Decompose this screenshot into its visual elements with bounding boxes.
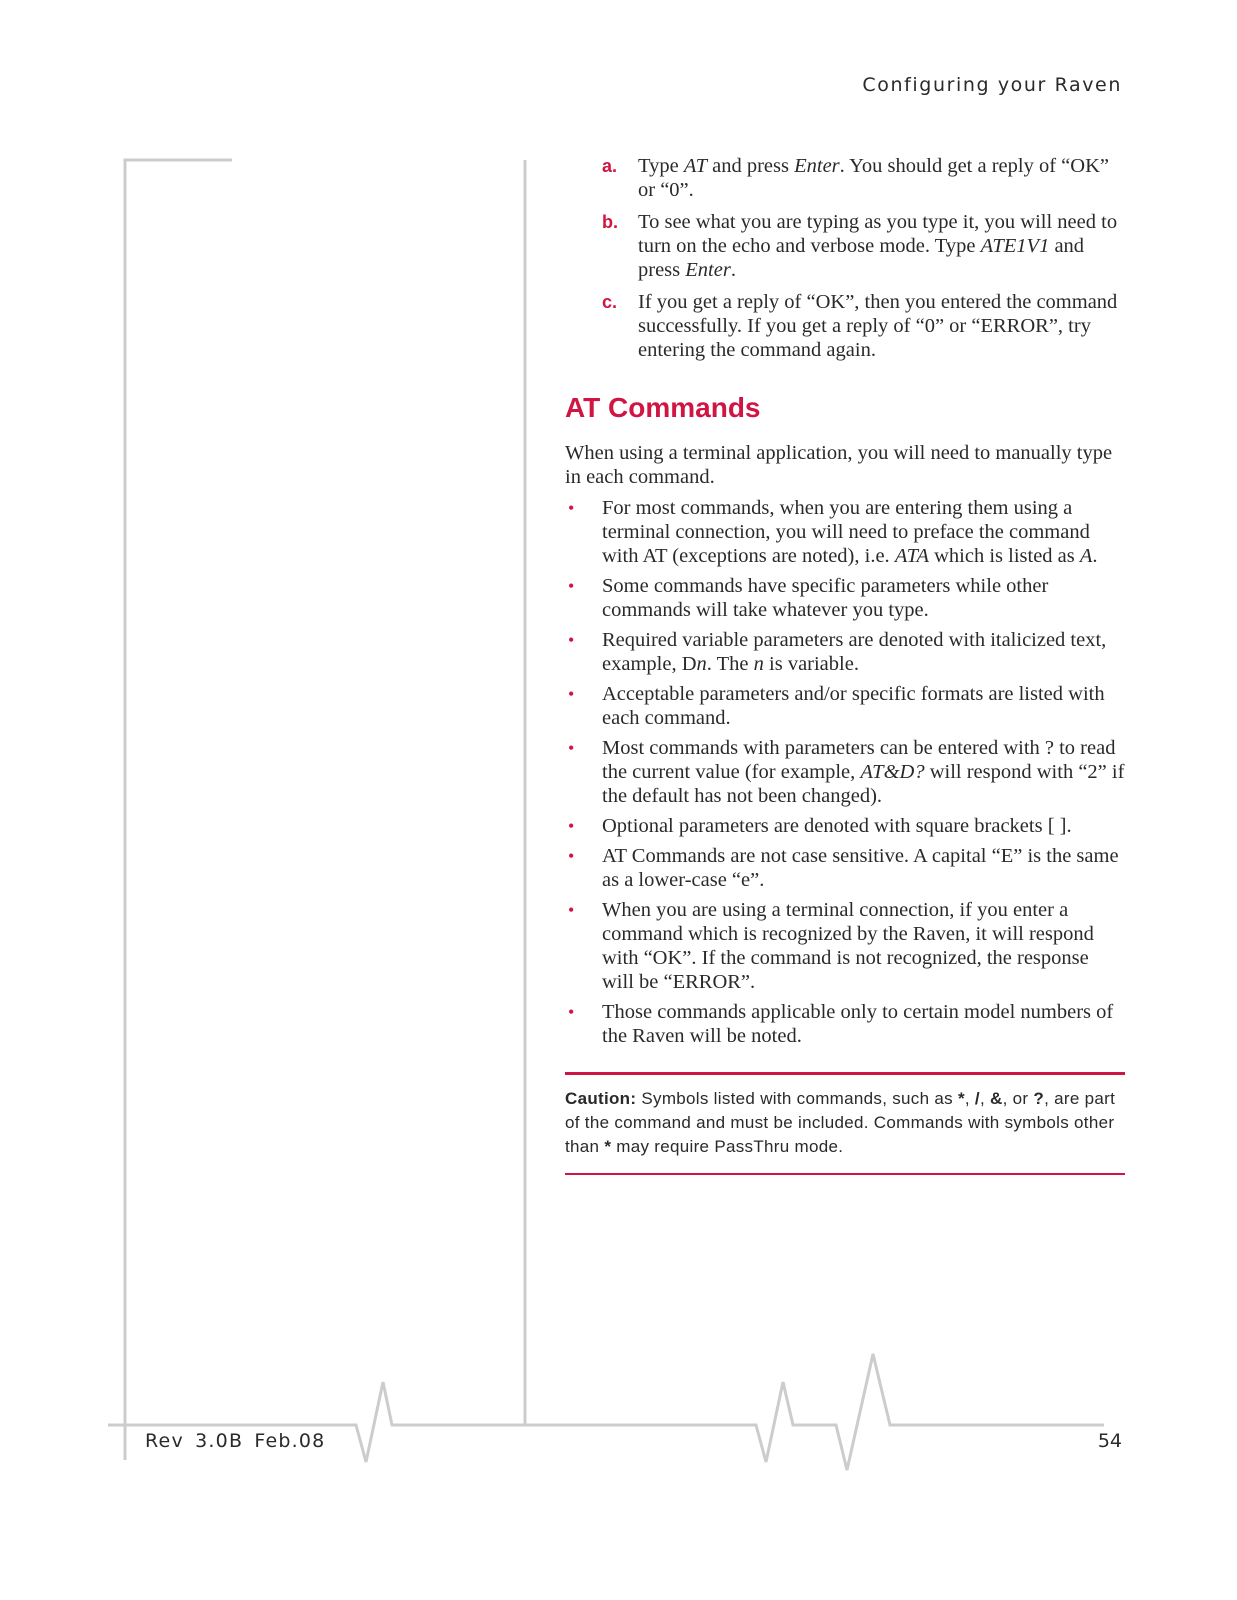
list-item-text: Some commands have specific parameters while other commands will take whatever you type. (602, 575, 1049, 621)
list-item-text: AT Commands are not case sensitive. A capital “E” is the same as a lower-case “e”. (602, 845, 1119, 891)
list-item (565, 814, 1125, 838)
step-letter: b. (602, 212, 618, 232)
list-item-text: Most commands with parameters can be entered with ? to read the current value (for example, AT&D? will respond with “2” if the default has not been changed). (602, 737, 1125, 807)
caution-text: Symbols listed with commands, such as *, /, &, or ?, are part of the command and must be included. Commands with symbols other than * may require PassThru mode. (565, 1089, 1116, 1156)
command-notes-list (565, 496, 1125, 1048)
list-item (565, 736, 1125, 808)
list-item-text: When you are using a terminal connection, if you enter a command which is recognized by the Raven, it will respond with “OK”. If the command is not recognized, the response will be “ERROR”. (602, 899, 1094, 993)
list-item-text: For most commands, when you are entering them using a terminal connection, you will need to preface the command with AT (exceptions are noted), i.e. ATA which is listed as A. (602, 497, 1098, 567)
step-letter: a. (602, 156, 618, 176)
step-letter: c. (602, 292, 618, 312)
bullet-icon: • (568, 816, 575, 836)
list-item (565, 628, 1125, 676)
list-item (565, 898, 1125, 994)
section-intro: When using a terminal application, you will need to manually type in each command. (565, 442, 1113, 488)
footer-heartbeat-line (108, 1354, 1104, 1470)
bullet-icon: • (568, 900, 575, 920)
caution-label: Caution: (565, 1089, 637, 1108)
list-item-text: Required variable parameters are denoted with italicized text, example, Dn. The n is variable. (602, 629, 1107, 675)
step-text: To see what you are typing as you type it, you will need to turn on the echo and verbose mode. Type ATE1V1 and press Enter. (638, 211, 1118, 281)
list-item (565, 574, 1125, 622)
page-number: 54 (1097, 1430, 1122, 1452)
list-item-text: Acceptable parameters and/or specific formats are listed with each command. (602, 683, 1105, 729)
step-text: Type AT and press Enter. You should get a reply of “OK” or “0”. (638, 155, 1109, 201)
bullet-icon: • (568, 738, 575, 758)
list-item-text: Those commands applicable only to certain model numbers of the Raven will be noted. (602, 1001, 1114, 1047)
caution-box (565, 1072, 1125, 1175)
list-item-text: Optional parameters are denoted with square brackets [ ]. (602, 815, 1072, 837)
bullet-icon: • (568, 630, 575, 650)
procedure-steps (565, 154, 1125, 362)
bullet-icon: • (568, 846, 575, 866)
bullet-icon: • (568, 684, 575, 704)
section-heading: AT Commands (565, 392, 761, 423)
list-item (565, 1000, 1125, 1048)
bullet-icon: • (568, 498, 575, 518)
step-text: If you get a reply of “OK”, then you entered the command successfully. If you get a reply of “0” or “ERROR”, try entering the command again. (638, 291, 1118, 361)
list-item (565, 682, 1125, 730)
bullet-icon: • (568, 1002, 575, 1022)
left-margin-bracket (125, 160, 232, 1460)
running-header: Configuring your Raven (862, 74, 1122, 96)
main-column (565, 154, 1125, 1175)
procedure-step (565, 290, 1125, 362)
procedure-step (565, 210, 1125, 282)
procedure-step (565, 154, 1125, 202)
list-item (565, 844, 1125, 892)
bullet-icon: • (568, 576, 575, 596)
footer-revision: Rev 3.0B Feb.08 (145, 1430, 326, 1452)
list-item (565, 496, 1125, 568)
